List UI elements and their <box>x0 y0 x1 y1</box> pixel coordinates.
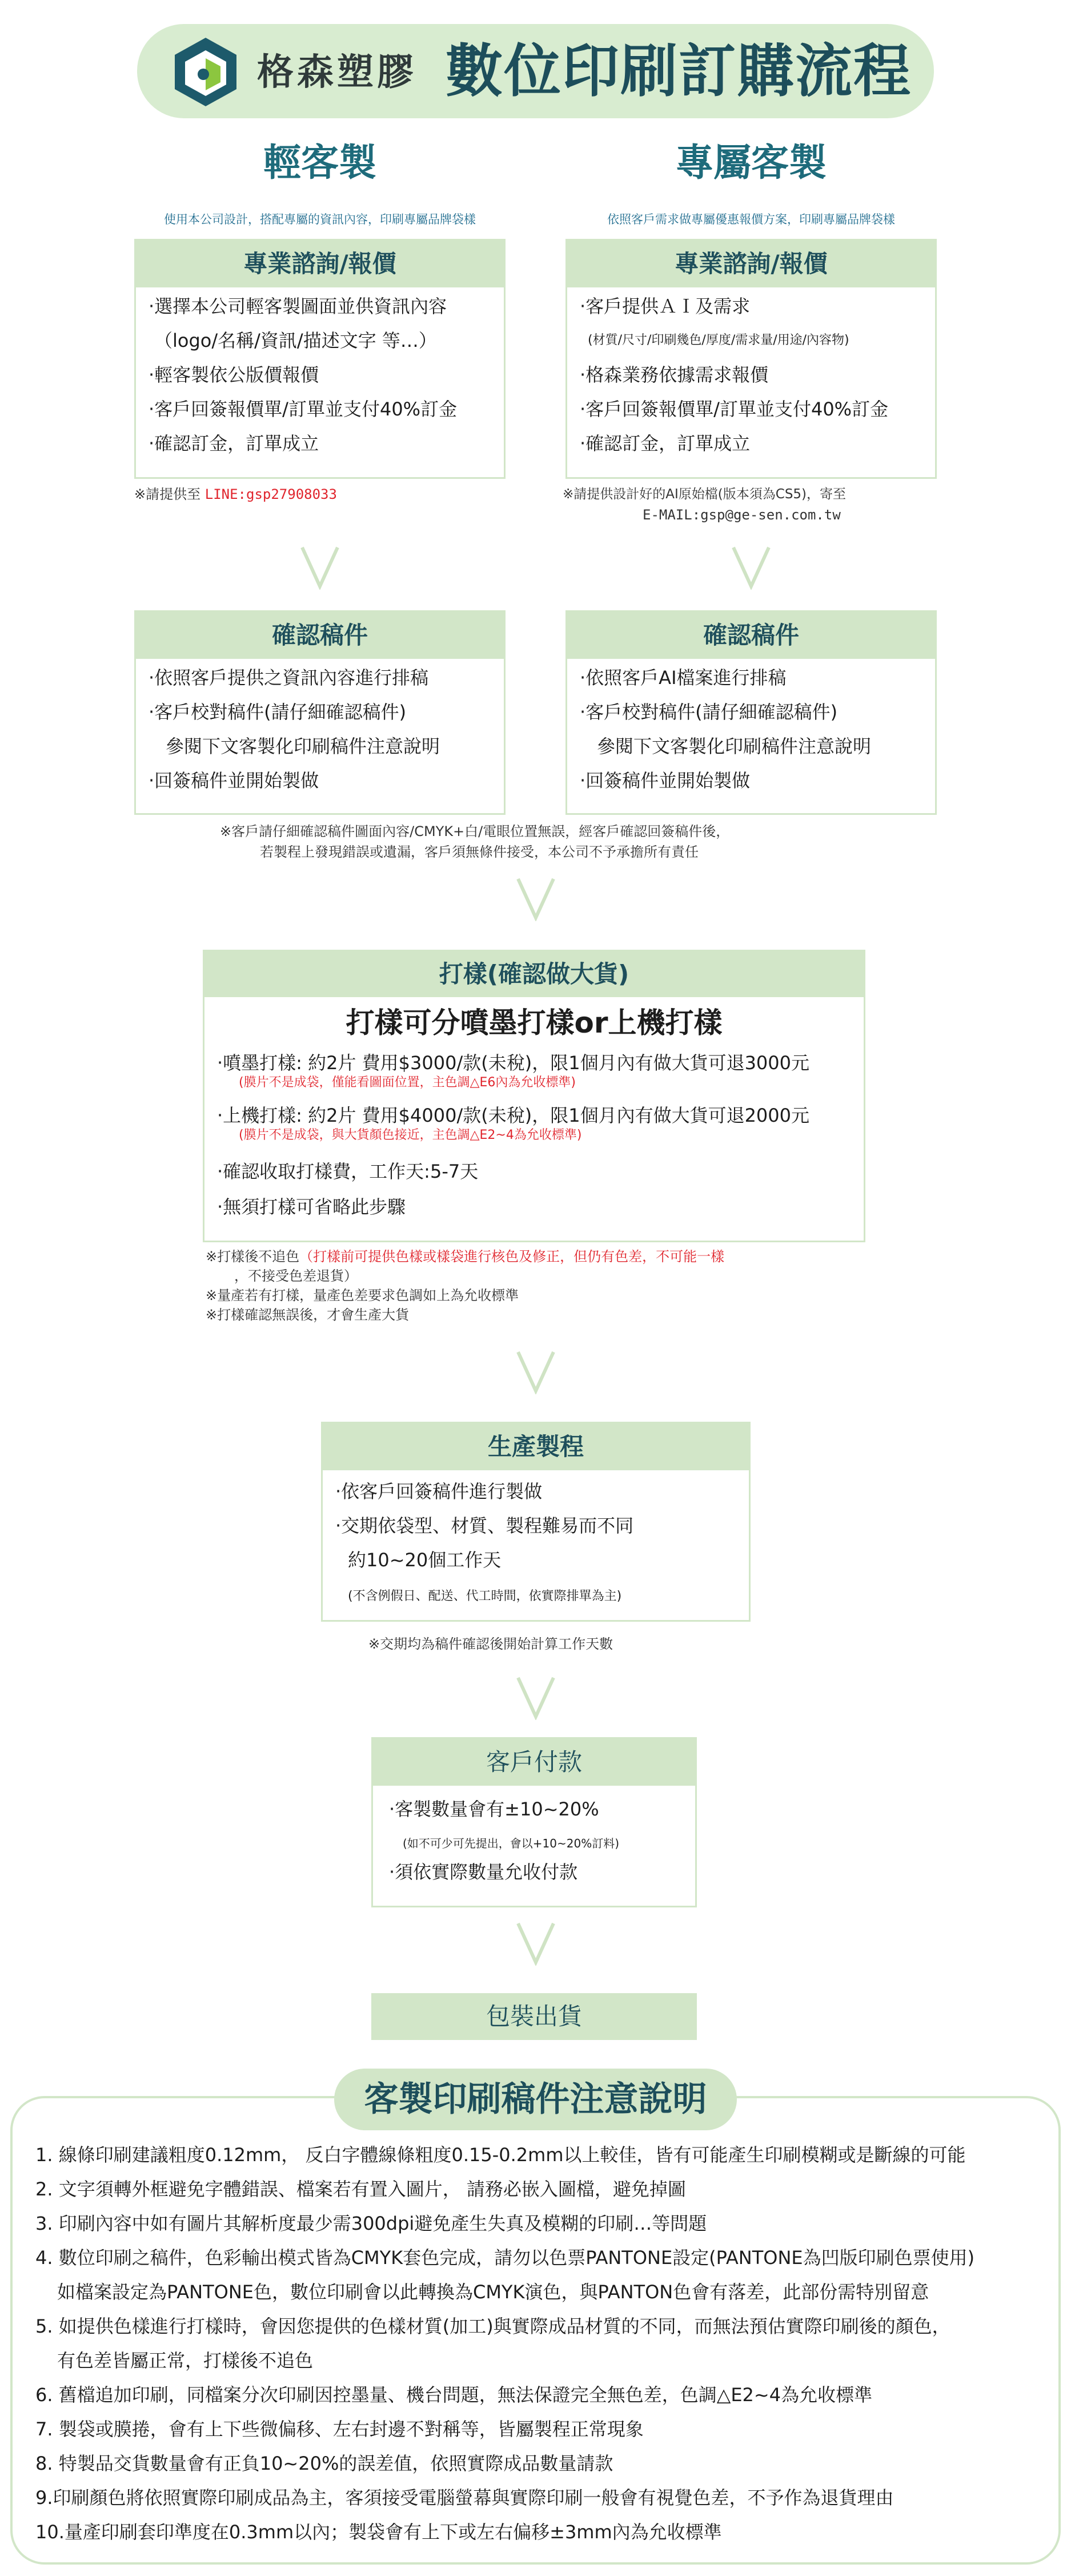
left-consult-line-2: （logo/名稱/資訊/描述文字 等…） <box>154 330 437 351</box>
left-consult-line-4: ‧客戶回簽報價單/訂單並支付40%訂金 <box>149 398 458 420</box>
note-item-10: 10.量產印刷套印準度在0.3mm以內；製袋會有上下或左右偏移±3mm內為允收標準 <box>35 2521 722 2543</box>
production-line-3: 約10~20個工作天 <box>348 1549 502 1571</box>
payment-small: (如不可少可先提出，會以+10~20%訂料) <box>403 1837 620 1850</box>
proof-note-1-prefix: ※打樣後不追色 <box>206 1249 300 1265</box>
note-item-2: 2. 文字須轉外框避免字體錯誤、檔案若有置入圖片， 請務必嵌入圖檔，避免掉圖 <box>35 2178 686 2200</box>
left-confirm-line-3: 參閱下文客製化印刷稿件注意說明 <box>166 735 440 757</box>
page-title: 數位印刷訂購流程 <box>446 38 912 105</box>
right-confirm-head: 確認稿件 <box>567 612 935 659</box>
proof-skip: ‧無須打樣可省略此步驟 <box>217 1196 406 1218</box>
right-consult-head: 專業諮詢/報價 <box>567 241 935 287</box>
proof-headline: 打樣可分噴墨打樣or上機打樣 <box>346 1006 723 1039</box>
production-small: (不含例假日、配送、代工時間，依實際排單為主) <box>348 1589 622 1603</box>
note-item-1: 1. 線條印刷建議粗度0.12mm， 反白字體線條粗度0.15-0.2mm以上較佳，皆有可能產生印刷模糊或是斷線的可能 <box>35 2144 966 2166</box>
right-consult-box <box>565 239 937 479</box>
left-consult-box <box>134 239 506 479</box>
brand-logo-icon <box>171 35 240 109</box>
production-box <box>321 1422 751 1622</box>
left-confirm-head: 確認稿件 <box>136 612 504 659</box>
proof-note-1-red: （打樣前可提供色樣或樣袋進行核色及修正，但仍有色差，不可能一樣 <box>299 1249 725 1265</box>
brand-name: 格森塑膠 <box>257 51 417 94</box>
proof-note-1-cont: ，不接受色差退貨） <box>234 1268 358 1284</box>
left-column-subtitle: 使用本公司設計，搭配專屬的資訊內容，印刷專屬品牌袋樣 <box>164 213 476 226</box>
right-column-subtitle: 依照客戶需求做專屬優惠報價方案，印刷專屬品牌袋樣 <box>607 213 895 226</box>
down-arrow-icon <box>731 544 771 590</box>
line-contact: LINE:gsp27908033 <box>204 486 337 502</box>
right-confirm-line-3: 參閱下文客製化印刷稿件注意說明 <box>597 735 872 757</box>
right-consult-line-3: ‧格森業務依據需求報價 <box>580 364 769 386</box>
down-arrow-icon <box>516 1920 556 1966</box>
left-consult-line-5: ‧確認訂金，訂單成立 <box>149 433 319 454</box>
left-column-title: 輕客製 <box>263 141 376 185</box>
down-arrow-icon <box>300 544 340 590</box>
confirm-note-line-2: 若製程上發現錯誤或遺漏，客戶須無條件接受，本公司不予承擔所有責任 <box>260 844 699 860</box>
payment-line-2: ‧須依實際數量允收付款 <box>389 1861 578 1883</box>
right-consult-line-2: (材質/尺寸/印刷幾色/厚度/需求量/用途/內容物) <box>588 333 849 347</box>
packing-box: 包裝出貨 <box>371 1993 697 2040</box>
note-item-5-cont: 有色差皆屬正常，打樣後不追色 <box>57 2350 314 2371</box>
right-consult-note: ※請提供設計好的AI原始檔(版本須為CS5)，寄至 <box>563 487 847 502</box>
proof-inkjet-note: (膜片不是成袋，僅能看圖面位置，主色調△E6內為允收標準) <box>239 1075 576 1090</box>
right-confirm-box <box>565 610 937 815</box>
proof-box <box>203 950 865 1242</box>
note-item-8: 8. 特製品交貨數量會有正負10~20%的誤差值，依照實際成品數量請款 <box>35 2453 613 2474</box>
right-consult-line-5: ‧確認訂金，訂單成立 <box>580 433 751 454</box>
note-item-4: 4. 數位印刷之稿件，色彩輸出模式皆為CMYK套色完成，請勿以色票PANTONE設定(PANTONE為凹版印刷色票使用) <box>35 2247 975 2269</box>
production-head: 生產製程 <box>323 1423 749 1470</box>
left-confirm-line-2: ‧客戶校對稿件(請仔細確認稿件) <box>149 701 407 723</box>
right-consult-line-1: ‧客戶提供ＡＩ及需求 <box>580 295 751 317</box>
proof-confirm: ‧確認收取打樣費，工作天:5-7天 <box>217 1161 479 1182</box>
down-arrow-icon <box>516 1349 556 1394</box>
production-line-1: ‧依客戶回簽稿件進行製做 <box>335 1481 543 1502</box>
right-confirm-line-1: ‧依照客戶AI檔案進行排稿 <box>580 667 787 689</box>
left-confirm-line-1: ‧依照客戶提供之資訊內容進行排稿 <box>149 667 429 689</box>
proof-note-3: ※打樣確認無誤後，才會生產大貨 <box>206 1307 410 1323</box>
down-arrow-icon <box>516 875 556 921</box>
note-item-5: 5. 如提供色樣進行打樣時，會因您提供的色樣材質(加工)與實際成品材質的不同，而無法預估實際印刷後的顏色， <box>35 2315 950 2337</box>
notes-title: 客製印刷稿件注意說明 <box>334 2069 737 2130</box>
proof-press: ‧上機打樣: 約2片 費用$4000/款(未稅)，限1個月內有做大貨可退2000元 <box>217 1105 810 1126</box>
proof-note-1 <box>206 1247 724 1266</box>
confirm-note-line-1: ※客戶請仔細確認稿件圖面內容/CMYK+白/電眼位置無誤，經客戶確認回簽稿件後， <box>220 823 730 839</box>
note-item-3: 3. 印刷內容中如有圖片其解析度最少需300dpi避免產生失真及模糊的印刷…等問題 <box>35 2213 707 2234</box>
left-confirm-line-4: ‧回簽稿件並開始製做 <box>149 770 319 791</box>
email-contact: E-MAIL:gsp@ge-sen.com.tw <box>643 507 841 523</box>
payment-box <box>371 1737 697 1907</box>
left-consult-head: 專業諮詢/報價 <box>136 241 504 287</box>
note-item-7: 7. 製袋或膜捲，會有上下些微偏移、左右封邊不對稱等，皆屬製程正常現象 <box>35 2418 644 2440</box>
down-arrow-icon <box>516 1674 556 1720</box>
proof-inkjet: ‧噴墨打樣: 約2片 費用$3000/款(未稅)，限1個月內有做大貨可退3000元 <box>217 1052 810 1074</box>
payment-head: 客戶付款 <box>373 1739 695 1786</box>
proof-press-note: (膜片不是成袋，與大貨顏色接近，主色調△E2~4為允收標準) <box>239 1128 582 1142</box>
left-consult-line-1: ‧選擇本公司輕客製圖面並供資訊內容 <box>149 295 447 317</box>
proof-note-2: ※量產若有打樣，量產色差要求色調如上為允收標準 <box>206 1287 519 1303</box>
left-confirm-box <box>134 610 506 815</box>
left-consult-line-3: ‧輕客製依公版價報價 <box>149 364 319 386</box>
note-item-4-cont: 如檔案設定為PANTONE色，數位印刷會以此轉換為CMYK演色，與PANTON色會有落差，此部份需特別留意 <box>57 2281 929 2303</box>
proof-head: 打樣(確認做大貨) <box>204 951 864 997</box>
production-line-2: ‧交期依袋型、材質、製程難易而不同 <box>335 1515 634 1537</box>
left-consult-note-prefix: ※請提供至 <box>134 486 205 502</box>
right-column-title: 專屬客製 <box>676 141 827 185</box>
left-consult-note <box>134 485 337 504</box>
note-item-9: 9.印刷顏色將依照實際印刷成品為主，客須接受電腦螢幕與實際印刷一般會有視覺色差，不予作為退貨理由 <box>35 2487 894 2509</box>
production-note: ※交期均為稿件確認後開始計算工作天數 <box>368 1636 613 1652</box>
right-confirm-line-2: ‧客戶校對稿件(請仔細確認稿件) <box>580 701 838 723</box>
payment-line-1: ‧客製數量會有±10~20% <box>389 1798 599 1820</box>
right-consult-line-4: ‧客戶回簽報價單/訂單並支付40%訂金 <box>580 398 889 420</box>
right-confirm-line-4: ‧回簽稿件並開始製做 <box>580 770 751 791</box>
note-item-6: 6. 舊檔追加印刷，同檔案分次印刷因控墨量、機台問題，無法保證完全無色差，色調△E2~4為允收標準 <box>35 2384 873 2406</box>
